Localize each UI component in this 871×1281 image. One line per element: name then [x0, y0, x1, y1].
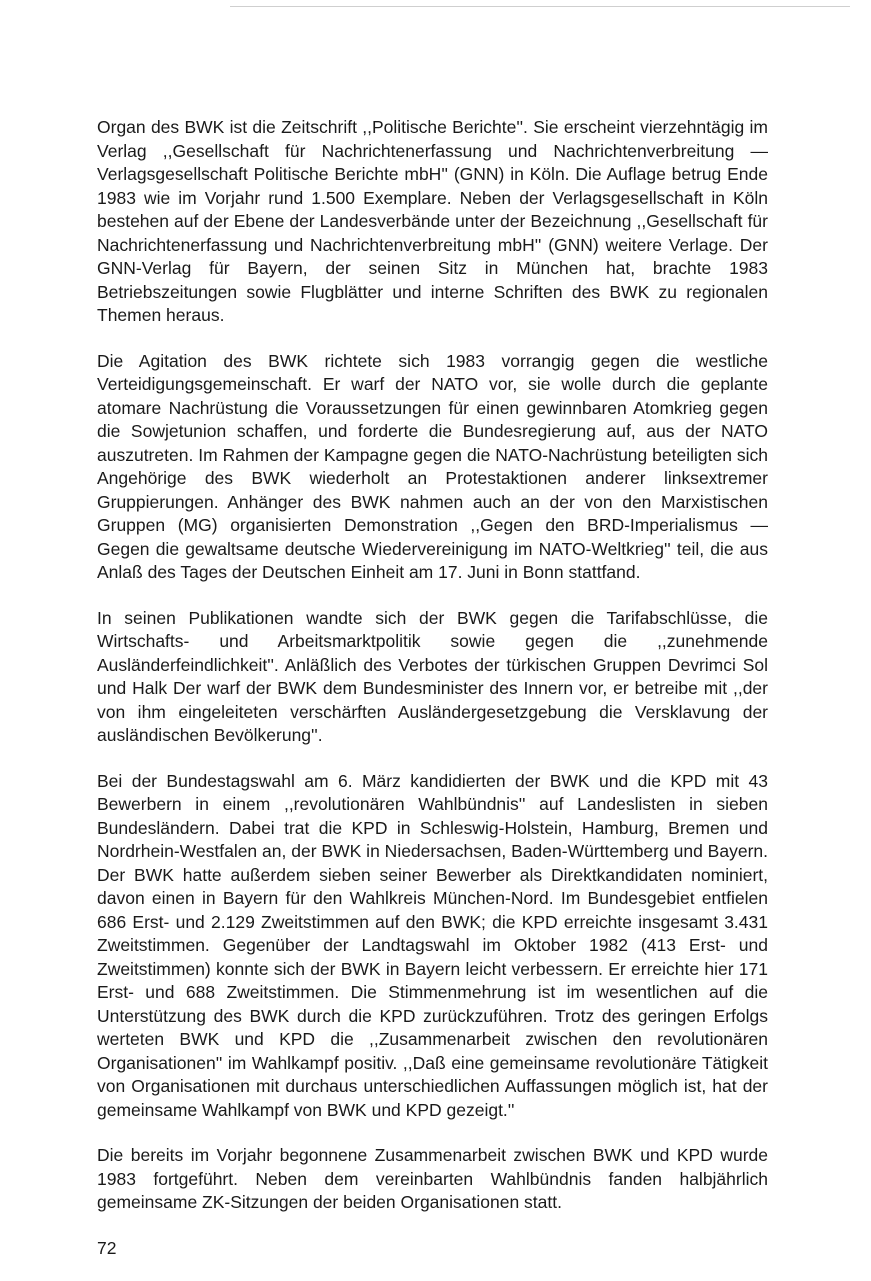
paragraph-agitation: Die Agitation des BWK richtete sich 1983 vorrangig gegen die westliche Verteidigungsgemeinschaft. Er warf der NATO vor, sie wolle durch die geplante atomare Nachrüstung die Voraussetzungen für einen gewinnbaren Atomkrieg gegen die Sowjetunion schaffen, und forderte die Bundesregierung auf, aus der NATO auszutreten. Im Rahmen der Kampagne gegen die NATO-Nachrüstung beteiligten sich Angehörige des BWK wiederholt an Protestaktionen anderer linksextremer Gruppierungen. Anhänger des BWK nahmen auch an der von den Marxistischen Gruppen (MG) organisierten Demonstration ,,Gegen den BRD-Imperialismus — Gegen die gewaltsame deutsche Wiedervereinigung im NATO-Weltkrieg'' teil, die aus Anlaß des Tages der Deutschen Einheit am 17. Juni in Bonn stattfand.: [97, 350, 768, 582]
paragraph-cooperation: Die bereits im Vorjahr begonnene Zusammenarbeit zwischen BWK und KPD wurde 1983 fortgeführt. Neben dem vereinbarten Wahlbündnis fanden halbjährlich gemeinsame ZK-Sitzungen der beiden Organisationen statt.: [97, 1145, 768, 1212]
page-body: [97, 116, 768, 1237]
page-number: 72: [97, 1238, 117, 1258]
paragraph-federal-election: Bei der Bundestagswahl am 6. März kandidierten der BWK und die KPD mit 43 Bewerbern in einem ,,revolutionären Wahlbündnis'' auf Landeslisten in sieben Bundesländern. Dabei trat die KPD in Schleswig-Holstein, Hamburg, Bremen und Nordrhein-Westfalen an, der BWK in Niedersachsen, Baden-Württemberg und Bayern. Der BWK hatte außerdem sieben seiner Bewerber als Direktkandidaten nominiert, davon einen in Bayern für den Wahlkreis München-Nord. Im Bundesgebiet entfielen 686 Erst- und 2.129 Zweitstimmen auf den BWK; die KPD erreichte insgesamt 3.431 Zweitstimmen. Gegenüber der Landtagswahl im Oktober 1982 (413 Erst- und Zweitstimmen) konnte sich der BWK in Bayern leicht verbessern. Er erreichte hier 171 Erst- und 688 Zweitstimmen. Die Stimmenmehrung ist im wesentlichen auf die Unterstützung des BWK durch die KPD zurückzuführen. Trotz des geringen Erfolgs werteten BWK und KPD die ,,Zusammenarbeit zwischen den revolutionären Organisationen'' im Wahlkampf positiv. ,,Daß eine gemeinsame revolutionäre Tätigkeit von Organisationen mit durchaus unterschiedlichen Auffassungen möglich ist, hat der gemeinsame Wahlkampf von BWK und KPD gezeigt.'': [97, 770, 768, 1120]
paragraph-publications: Organ des BWK ist die Zeitschrift ,,Politische Berichte''. Sie erscheint vierzehntägig im Verlag ,,Gesellschaft für Nachrichtenerfassung und Nachrichtenverbreitung — Verlagsgesellschaft Politische Berichte mbH'' (GNN) in Köln. Die Auflage betrug Ende 1983 wie im Vorjahr rund 1.500 Exemplare. Neben der Verlagsgesellschaft in Köln bestehen auf der Ebene der Landesverbände unter der Bezeichnung ,,Gesellschaft für Nachrichtenerfassung und Nachrichtenverbreitung mbH'' (GNN) weitere Verlage. Der GNN-Verlag für Bayern, der seinen Sitz in München hat, brachte 1983 Betriebszeitungen sowie Flugblätter und interne Schriften des BWK zu regionalen Themen heraus.: [97, 117, 768, 325]
top-divider: [230, 6, 850, 7]
paragraph-publications-policy: In seinen Publikationen wandte sich der BWK gegen die Tarifabschlüsse, die Wirtschafts- und Arbeitsmarktpolitik sowie gegen die ,,zunehmende Ausländerfeindlichkeit''. Anläßlich des Verbotes der türkischen Gruppen Devrimci Sol und Halk Der warf der BWK dem Bundesminister des Innern vor, er betreibe mit ,,der von ihm eingeleiteten verschärften Ausländergesetzgebung die Versklavung der ausländischen Bevölkerung''.: [97, 607, 768, 745]
